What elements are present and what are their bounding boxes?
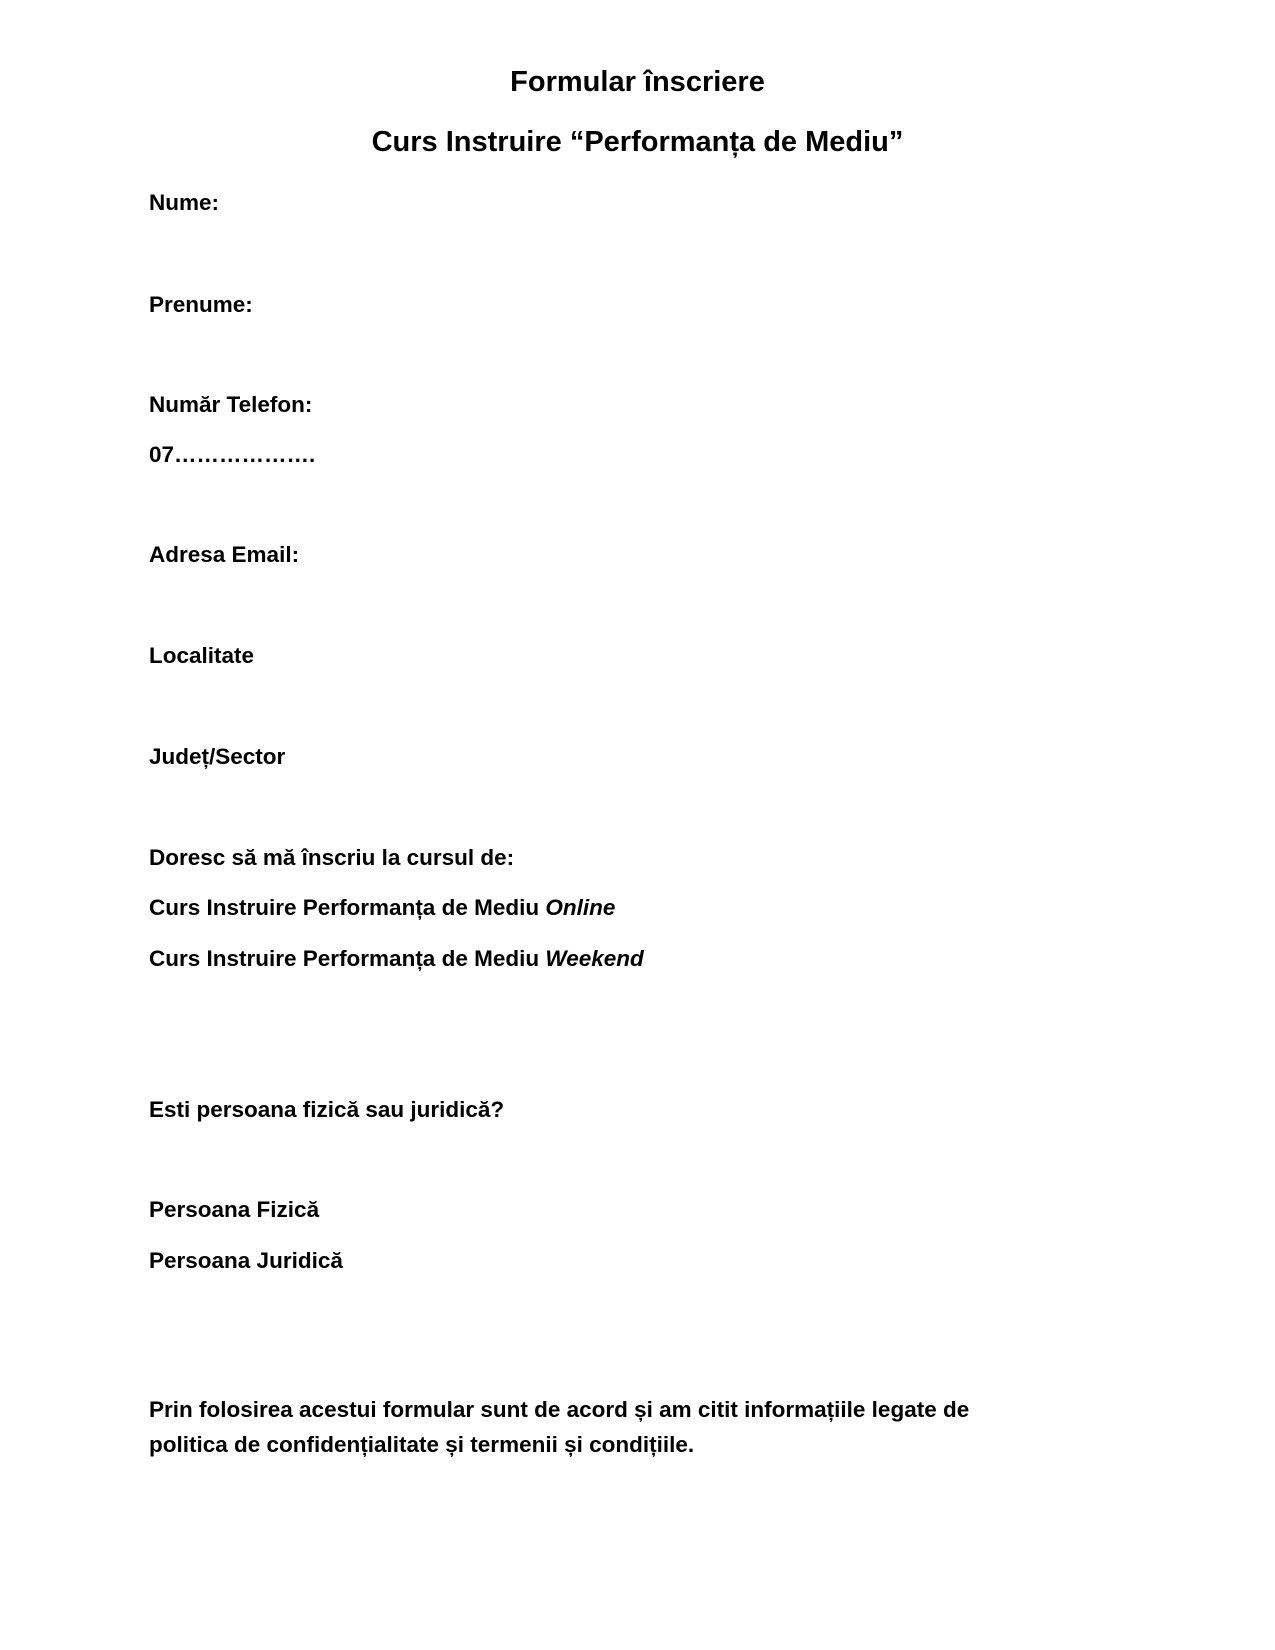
page-subtitle: Curs Instruire “Performanța de Mediu” xyxy=(371,126,904,158)
county-label: Județ/Sector xyxy=(149,744,286,769)
course-option-online xyxy=(149,895,615,921)
phone-value: 07………………. xyxy=(149,442,316,467)
person-option-fizica: Persoana Fizică xyxy=(149,1197,320,1222)
consent-line-1: Prin folosirea acestui formular sunt de acord și am citit informațiile legate de xyxy=(149,1397,970,1422)
consent-paragraph xyxy=(149,1392,1139,1462)
course-option-weekend-prefix: Curs Instruire Performanța de Mediu xyxy=(149,946,540,971)
phone-label: Număr Telefon: xyxy=(149,392,313,417)
course-option-weekend-mode: Weekend xyxy=(545,946,644,971)
email-label: Adresa Email: xyxy=(149,542,300,567)
person-option-juridica: Persoana Juridică xyxy=(149,1248,343,1273)
city-label: Localitate xyxy=(149,643,255,668)
course-option-weekend xyxy=(149,946,644,972)
surname-label: Prenume: xyxy=(149,292,253,317)
course-option-online-mode: Online xyxy=(545,895,616,920)
course-question: Doresc să mă înscriu la cursul de: xyxy=(149,845,515,870)
name-label: Nume: xyxy=(149,190,220,215)
consent-line-2: politica de confidențialitate și termenii și condițiile. xyxy=(149,1432,695,1457)
course-option-online-prefix: Curs Instruire Performanța de Mediu xyxy=(149,895,540,920)
page-title: Formular înscriere xyxy=(510,66,765,98)
person-question: Esti persoana fizică sau juridică? xyxy=(149,1097,505,1122)
